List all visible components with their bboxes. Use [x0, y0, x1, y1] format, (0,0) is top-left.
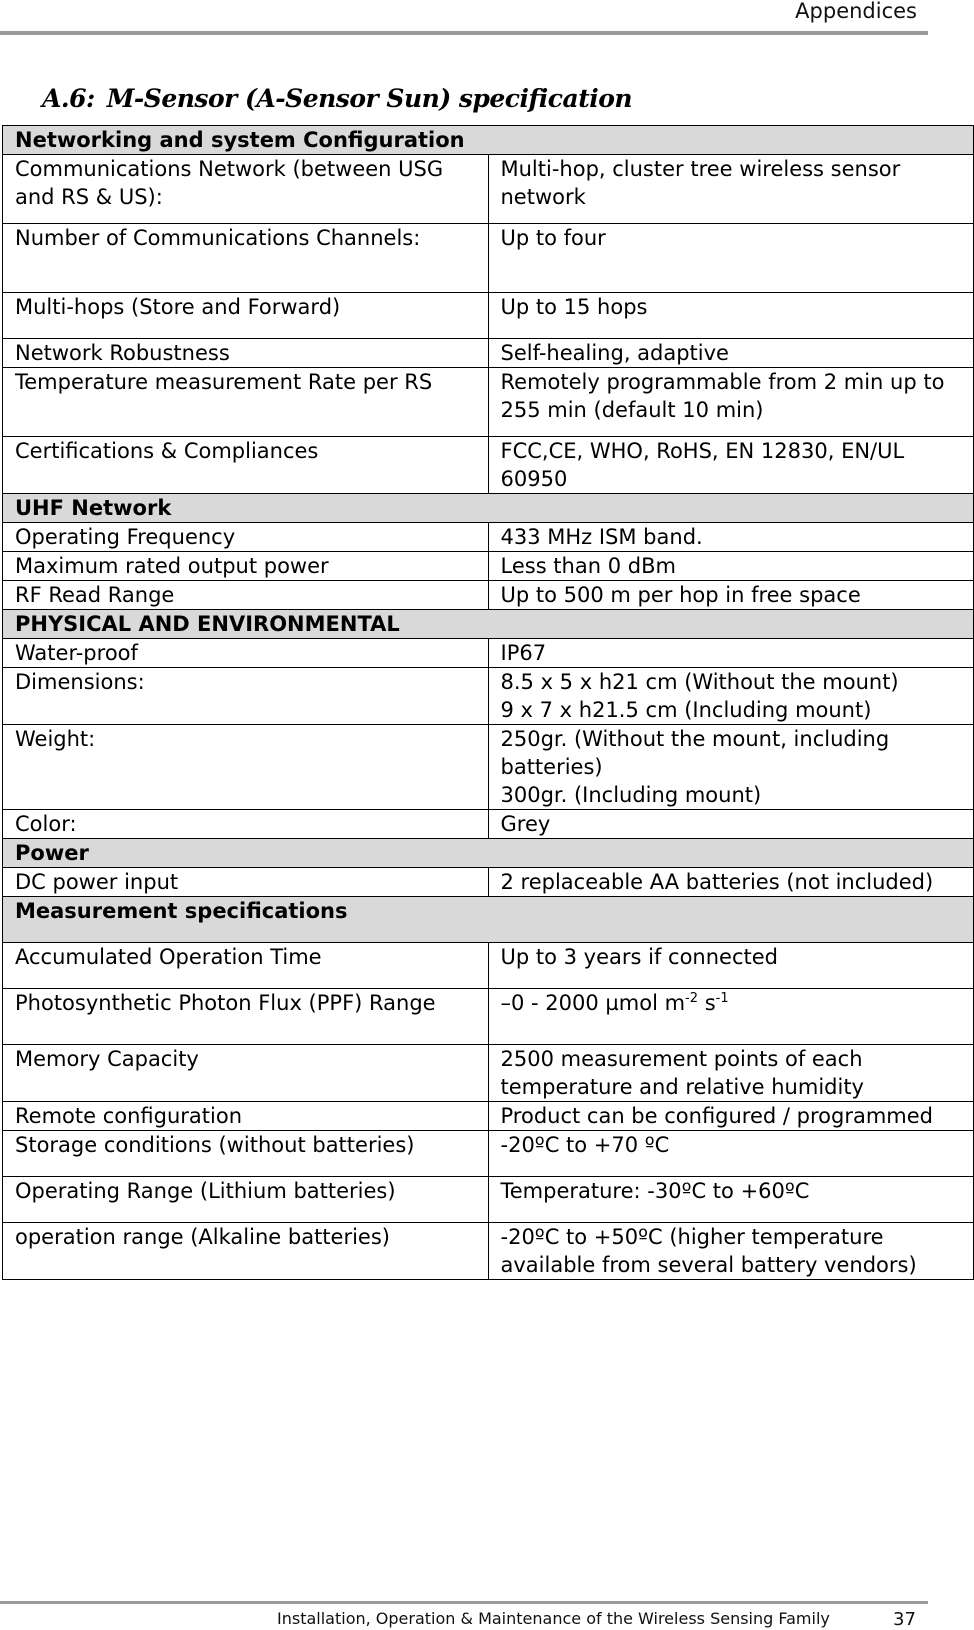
- ppf-exponent-2: -1: [715, 991, 729, 1006]
- table-row: [3, 1223, 974, 1280]
- row-label: Operating Range (Lithium batteries): [3, 1177, 489, 1223]
- row-value: Up to 3 years if connected: [488, 943, 974, 989]
- row-value: Multi-hop, cluster tree wireless sensor network: [488, 155, 974, 224]
- row-value: Remotely programmable from 2 min up to 255 min (default 10 min): [488, 368, 974, 437]
- ppf-exponent-1: -2: [685, 991, 699, 1006]
- row-label: Memory Capacity: [3, 1045, 489, 1102]
- section-title-text: M-Sensor (A-Sensor Sun) specification: [106, 84, 633, 113]
- row-value: 8.5 x 5 x h21 cm (Without the mount) 9 x 7 x h21.5 cm (Including mount): [488, 668, 974, 725]
- row-value: Product can be configured / programmed: [488, 1102, 974, 1131]
- row-label: RF Read Range: [3, 581, 489, 610]
- section-number: A.6:: [42, 84, 95, 113]
- group-row: [3, 126, 974, 155]
- row-label: DC power input: [3, 868, 489, 897]
- row-label: Multi-hops (Store and Forward): [3, 293, 489, 339]
- table-row: [3, 437, 974, 494]
- ppf-value: –0 - 2000 µmol m: [500, 991, 686, 1015]
- table-row: [3, 668, 974, 725]
- table-row: [3, 639, 974, 668]
- group-power: Power: [3, 839, 974, 868]
- section-title: [42, 84, 632, 113]
- table-row: [3, 1045, 974, 1102]
- group-uhf: UHF Network: [3, 494, 974, 523]
- table-row: [3, 293, 974, 339]
- row-value: Up to 15 hops: [488, 293, 974, 339]
- table-row: [3, 224, 974, 293]
- row-value: IP67: [488, 639, 974, 668]
- row-value: [488, 989, 974, 1045]
- table-row: [3, 1177, 974, 1223]
- specification-table: [2, 125, 974, 1280]
- table-row: [3, 339, 974, 368]
- ppf-unit: s: [698, 991, 716, 1015]
- table-row: [3, 810, 974, 839]
- row-value: -20ºC to +70 ºC: [488, 1131, 974, 1177]
- group-networking: Networking and system Configuration: [3, 126, 974, 155]
- row-label: Temperature measurement Rate per RS: [3, 368, 489, 437]
- table-row: [3, 523, 974, 552]
- row-value: Up to four: [488, 224, 974, 293]
- table-row: [3, 1102, 974, 1131]
- row-value: -20ºC to +50ºC (higher temperature available from several battery vendors): [488, 1223, 974, 1280]
- row-value: 433 MHz ISM band.: [488, 523, 974, 552]
- group-row: [3, 610, 974, 639]
- row-label: Color:: [3, 810, 489, 839]
- row-label: Accumulated Operation Time: [3, 943, 489, 989]
- row-label: Communications Network (between USG and RS & US):: [3, 155, 489, 224]
- row-value: 2500 measurement points of each temperature and relative humidity: [488, 1045, 974, 1102]
- row-label: Weight:: [3, 725, 489, 810]
- group-row: [3, 897, 974, 943]
- row-value: Up to 500 m per hop in free space: [488, 581, 974, 610]
- group-row: [3, 839, 974, 868]
- header-rule: [0, 31, 928, 35]
- row-value: Less than 0 dBm: [488, 552, 974, 581]
- table-row: [3, 155, 974, 224]
- row-label: Photosynthetic Photon Flux (PPF) Range: [3, 989, 489, 1045]
- group-physical: PHYSICAL AND ENVIRONMENTAL: [3, 610, 974, 639]
- row-label: Certifications & Compliances: [3, 437, 489, 494]
- table-row: [3, 989, 974, 1045]
- table-row: [3, 943, 974, 989]
- row-label: Network Robustness: [3, 339, 489, 368]
- table-row: [3, 868, 974, 897]
- row-label: Maximum rated output power: [3, 552, 489, 581]
- table-row: [3, 552, 974, 581]
- row-value: Temperature: -30ºC to +60ºC: [488, 1177, 974, 1223]
- row-label: Remote configuration: [3, 1102, 489, 1131]
- group-measurement: Measurement specifications: [3, 897, 974, 943]
- row-value: 250gr. (Without the mount, including batteries) 300gr. (Including mount): [488, 725, 974, 810]
- table-row: [3, 368, 974, 437]
- row-label: Number of Communications Channels:: [3, 224, 489, 293]
- row-label: Storage conditions (without batteries): [3, 1131, 489, 1177]
- row-value: Grey: [488, 810, 974, 839]
- row-label: Operating Frequency: [3, 523, 489, 552]
- table-row: [3, 581, 974, 610]
- row-value: 2 replaceable AA batteries (not included): [488, 868, 974, 897]
- row-label: Dimensions:: [3, 668, 489, 725]
- row-value: Self-healing, adaptive: [488, 339, 974, 368]
- table-row: [3, 1131, 974, 1177]
- table-row: [3, 725, 974, 810]
- running-header: Appendices: [795, 0, 917, 23]
- row-label: Water-proof: [3, 639, 489, 668]
- page-number: 37: [893, 1609, 916, 1630]
- row-label: operation range (Alkaline batteries): [3, 1223, 489, 1280]
- footer-rule: [0, 1601, 928, 1604]
- group-row: [3, 494, 974, 523]
- running-footer: Installation, Operation & Maintenance of the Wireless Sensing Family: [277, 1609, 830, 1628]
- row-value: FCC,CE, WHO, RoHS, EN 12830, EN/UL 60950: [488, 437, 974, 494]
